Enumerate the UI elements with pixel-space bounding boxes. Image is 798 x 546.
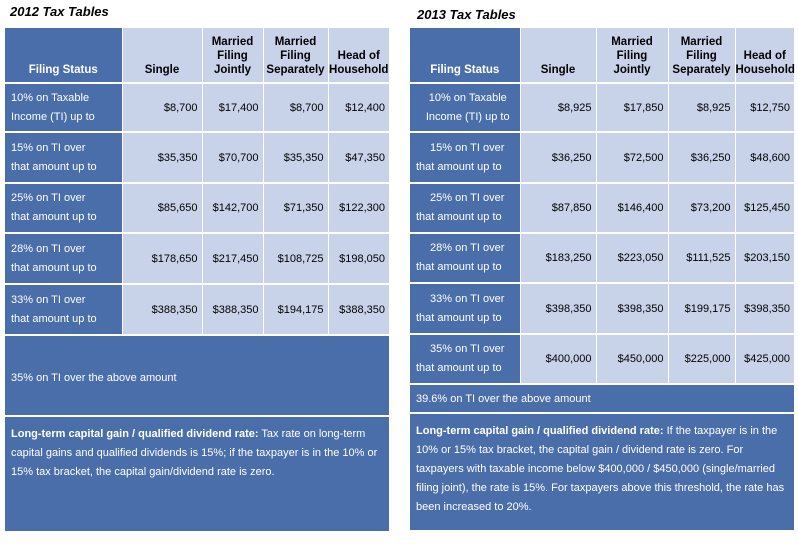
table-row: 33% on TI over that amount up to $388,350 $388,350 $194,175 $388,350 bbox=[5, 284, 389, 335]
header-married-separate: Married Filing Separately bbox=[263, 28, 328, 83]
header-married-joint: Married Filing Jointly bbox=[202, 28, 263, 83]
header-married-joint: Married Filing Jointly bbox=[596, 28, 668, 83]
header-head-of-household: Head of Household bbox=[735, 28, 794, 83]
table-row: 35% on TI over that amount up to $400,000 $450,000 $225,000 $425,000 bbox=[410, 334, 794, 384]
tax-table-2012 bbox=[5, 28, 389, 531]
header-married-separate: Married Filing Separately bbox=[668, 28, 735, 83]
top-rate-row: 39.6% on TI over the above amount bbox=[410, 384, 794, 413]
table-row: 28% on TI over that amount up to $183,250 $223,050 $111,525 $203,150 bbox=[410, 233, 794, 283]
table-title-2013: 2013 Tax Tables bbox=[417, 7, 516, 22]
capital-gain-note: Long-term capital gain / qualified dividend rate: Tax rate on long-term capital gains and qualified dividends is 15%; if the taxpayer is in the 10% or 15% tax bracket, the capital gain/dividend rate is zero. bbox=[5, 416, 389, 531]
table-row: 33% on TI over that amount up to $398,350 $398,350 $199,175 $398,350 bbox=[410, 283, 794, 334]
table-row: 25% on TI over that amount up to $85,650 $142,700 $71,350 $122,300 bbox=[5, 183, 389, 233]
table-row: 25% on TI over that amount up to $87,850 $146,400 $73,200 $125,450 bbox=[410, 183, 794, 233]
header-filing-status: Filing Status bbox=[5, 28, 122, 83]
capital-gain-note: Long-term capital gain / qualified dividend rate: If the taxpayer is in the 10% or 15% tax bracket, the capital gain / dividend rate is zero. For taxpayers with taxable income below $400,000 / $450,000 (single/married filing joint), the rate is 15%. For taxpayers above this threshold, the rate has been increased to 20%. bbox=[410, 413, 794, 530]
table-row: 10% on Taxable Income (TI) up to $8,925 $17,850 $8,925 $12,750 bbox=[410, 83, 794, 132]
header-single: Single bbox=[122, 28, 202, 83]
tax-table-2013 bbox=[410, 28, 794, 530]
table-row: 15% on TI over that amount up to $35,350 $70,700 $35,350 $47,350 bbox=[5, 132, 389, 183]
table-title-2012: 2012 Tax Tables bbox=[10, 4, 109, 19]
header-filing-status: Filing Status bbox=[410, 28, 520, 83]
table-row: 15% on TI over that amount up to $36,250 $72,500 $36,250 $48,600 bbox=[410, 132, 794, 183]
top-rate-row: 35% on TI over the above amount bbox=[5, 335, 389, 416]
table-row: 10% on Taxable Income (TI) up to $8,700 $17,400 $8,700 $12,400 bbox=[5, 83, 389, 132]
header-head-of-household: Head of Household bbox=[328, 28, 389, 83]
table-row: 28% on TI over that amount up to $178,650 $217,450 $108,725 $198,050 bbox=[5, 233, 389, 284]
header-single: Single bbox=[520, 28, 596, 83]
